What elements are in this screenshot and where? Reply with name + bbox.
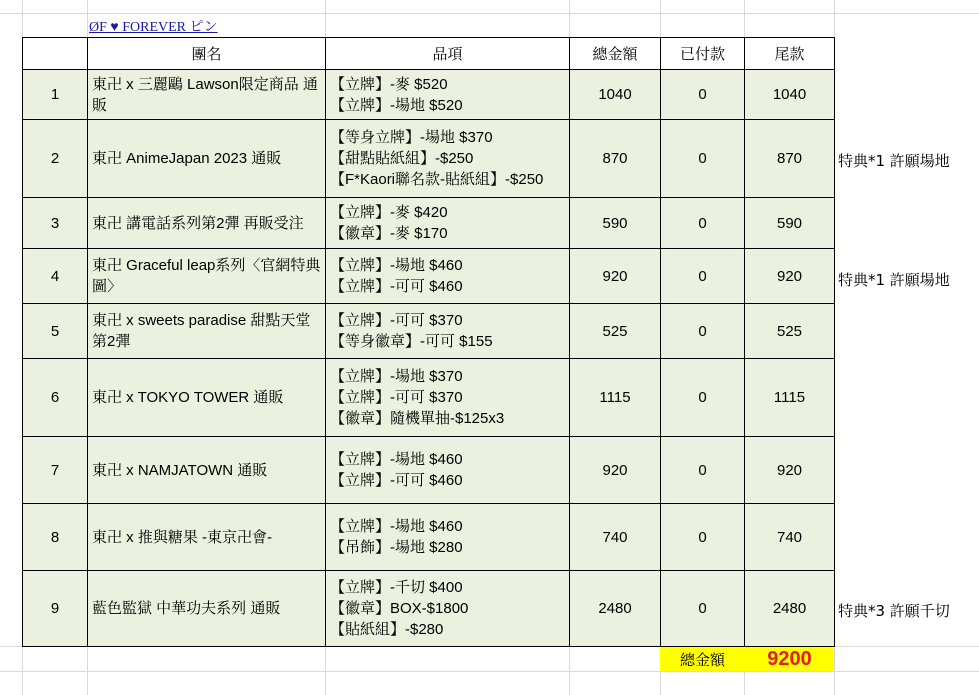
items-cell[interactable] [326, 359, 570, 437]
items-cell[interactable] [326, 571, 570, 647]
row-number-cell[interactable]: 8 [23, 504, 88, 571]
header-cell-index[interactable] [23, 38, 88, 70]
balance-cell[interactable]: 920 [745, 249, 835, 304]
table-row [23, 504, 835, 571]
row-number-cell[interactable]: 2 [23, 120, 88, 198]
group-name-cell[interactable]: 藍色監獄 中華功夫系列 通販 [88, 571, 326, 647]
total-cell[interactable]: 2480 [570, 571, 661, 647]
paid-cell[interactable]: 0 [661, 198, 745, 249]
balance-cell[interactable]: 920 [745, 437, 835, 504]
grand-total-value[interactable]: 9200 [767, 647, 812, 670]
table-row [23, 304, 835, 359]
group-name-cell[interactable]: 東卍 x 三麗鷗 Lawson限定商品 通販 [88, 70, 326, 120]
item-line: 【F*Kaori聯名款-貼紙組】-$250 [330, 171, 544, 188]
group-name-cell[interactable]: 東卍 Graceful leap系列〈官網特典圖〉 [88, 249, 326, 304]
total-cell[interactable]: 1040 [570, 70, 661, 120]
balance-cell[interactable]: 1115 [745, 359, 835, 437]
items-cell[interactable] [326, 504, 570, 571]
balance-cell[interactable]: 870 [745, 120, 835, 198]
item-line: 【徽章】-麥 $170 [330, 225, 448, 242]
item-line: 【立牌】-麥 $520 [330, 75, 448, 93]
orders-table [22, 37, 835, 647]
header-cell-items[interactable]: 品項 [326, 38, 570, 70]
total-cell[interactable]: 590 [570, 198, 661, 249]
paid-cell[interactable]: 0 [661, 504, 745, 571]
row-number-cell[interactable]: 7 [23, 437, 88, 504]
item-line: 【立牌】-可可 $460 [330, 472, 463, 489]
balance-cell[interactable]: 2480 [745, 571, 835, 647]
header-cell-total[interactable]: 總金額 [570, 38, 661, 70]
note-cell[interactable]: 特典*3 許願千切 [838, 602, 950, 620]
table-row [23, 359, 835, 437]
balance-cell[interactable]: 740 [745, 504, 835, 571]
items-cell[interactable] [326, 437, 570, 504]
paid-cell[interactable]: 0 [661, 70, 745, 120]
balance-cell[interactable]: 525 [745, 304, 835, 359]
table-row [23, 571, 835, 647]
items-cell[interactable] [326, 120, 570, 198]
row-number-cell[interactable]: 6 [23, 359, 88, 437]
table-row [23, 198, 835, 249]
paid-cell[interactable]: 0 [661, 304, 745, 359]
item-line: 【立牌】-場地 $460 [330, 451, 463, 468]
total-cell[interactable]: 870 [570, 120, 661, 198]
total-cell[interactable]: 920 [570, 437, 661, 504]
table-row [23, 437, 835, 504]
balance-cell[interactable]: 1040 [745, 70, 835, 120]
grand-total-row [660, 647, 834, 671]
row-number-cell[interactable]: 9 [23, 571, 88, 647]
sheet-title-link[interactable]: ØF ♥ FOREVER ピン [89, 20, 218, 35]
item-line: 【立牌】-可可 $460 [330, 278, 463, 295]
note-cell[interactable]: 特典*1 許願場地 [838, 271, 950, 289]
group-name-cell[interactable]: 東卍 AnimeJapan 2023 通販 [88, 120, 326, 198]
group-name-cell[interactable]: 東卍 講電話系列第2彈 再販受注 [88, 198, 326, 249]
balance-cell[interactable]: 590 [745, 198, 835, 249]
item-line: 【徽章】BOX-$1800 [330, 600, 469, 617]
item-line: 【立牌】-場地 $460 [330, 518, 463, 535]
item-line: 【徽章】隨機單抽-$125x3 [330, 410, 505, 427]
item-line: 【等身徽章】-可可 $155 [330, 333, 493, 350]
row-number-cell[interactable]: 4 [23, 249, 88, 304]
items-cell[interactable] [326, 304, 570, 359]
group-name-cell[interactable]: 東卍 x sweets paradise 甜點天堂 第2彈 [88, 304, 326, 359]
items-cell[interactable] [326, 70, 570, 120]
paid-cell[interactable]: 0 [661, 249, 745, 304]
paid-cell[interactable]: 0 [661, 437, 745, 504]
item-line: 【等身立牌】-場地 $370 [330, 129, 493, 146]
paid-cell[interactable]: 0 [661, 359, 745, 437]
item-line: 【立牌】-場地 $370 [330, 368, 463, 385]
item-line: 【貼紙組】-$280 [330, 621, 444, 638]
header-cell-group[interactable]: 團名 [88, 38, 326, 70]
row-number-cell[interactable]: 1 [23, 70, 88, 120]
item-line: 【吊飾】-場地 $280 [330, 539, 463, 556]
total-cell[interactable]: 1115 [570, 359, 661, 437]
total-cell[interactable]: 920 [570, 249, 661, 304]
table-row [23, 70, 835, 120]
grand-total-label[interactable]: 總金額 [679, 651, 725, 669]
header-cell-paid[interactable]: 已付款 [661, 38, 745, 70]
group-name-cell[interactable]: 東卍 x NAMJATOWN 通販 [88, 437, 326, 504]
table-row [23, 249, 835, 304]
row-number-cell[interactable]: 3 [23, 198, 88, 249]
item-line: 【甜點貼紙組】-$250 [330, 150, 474, 167]
item-line: 【立牌】-場地 $520 [330, 96, 463, 114]
note-cell[interactable]: 特典*1 許願場地 [838, 152, 950, 170]
group-name-cell[interactable]: 東卍 x 推與糖果 -東京卍會- [88, 504, 326, 571]
paid-cell[interactable]: 0 [661, 571, 745, 647]
header-row [23, 38, 835, 70]
item-line: 【立牌】-可可 $370 [330, 312, 463, 329]
paid-cell[interactable]: 0 [661, 120, 745, 198]
item-line: 【立牌】-場地 $460 [330, 257, 463, 274]
total-cell[interactable]: 740 [570, 504, 661, 571]
group-name-cell[interactable]: 東卍 x TOKYO TOWER 通販 [88, 359, 326, 437]
item-line: 【立牌】-千切 $400 [330, 579, 463, 596]
table-row [23, 120, 835, 198]
items-cell[interactable] [326, 198, 570, 249]
header-cell-balance[interactable]: 尾款 [745, 38, 835, 70]
item-line: 【立牌】-可可 $370 [330, 389, 463, 406]
total-cell[interactable]: 525 [570, 304, 661, 359]
item-line: 【立牌】-麥 $420 [330, 204, 448, 221]
row-number-cell[interactable]: 5 [23, 304, 88, 359]
items-cell[interactable] [326, 249, 570, 304]
